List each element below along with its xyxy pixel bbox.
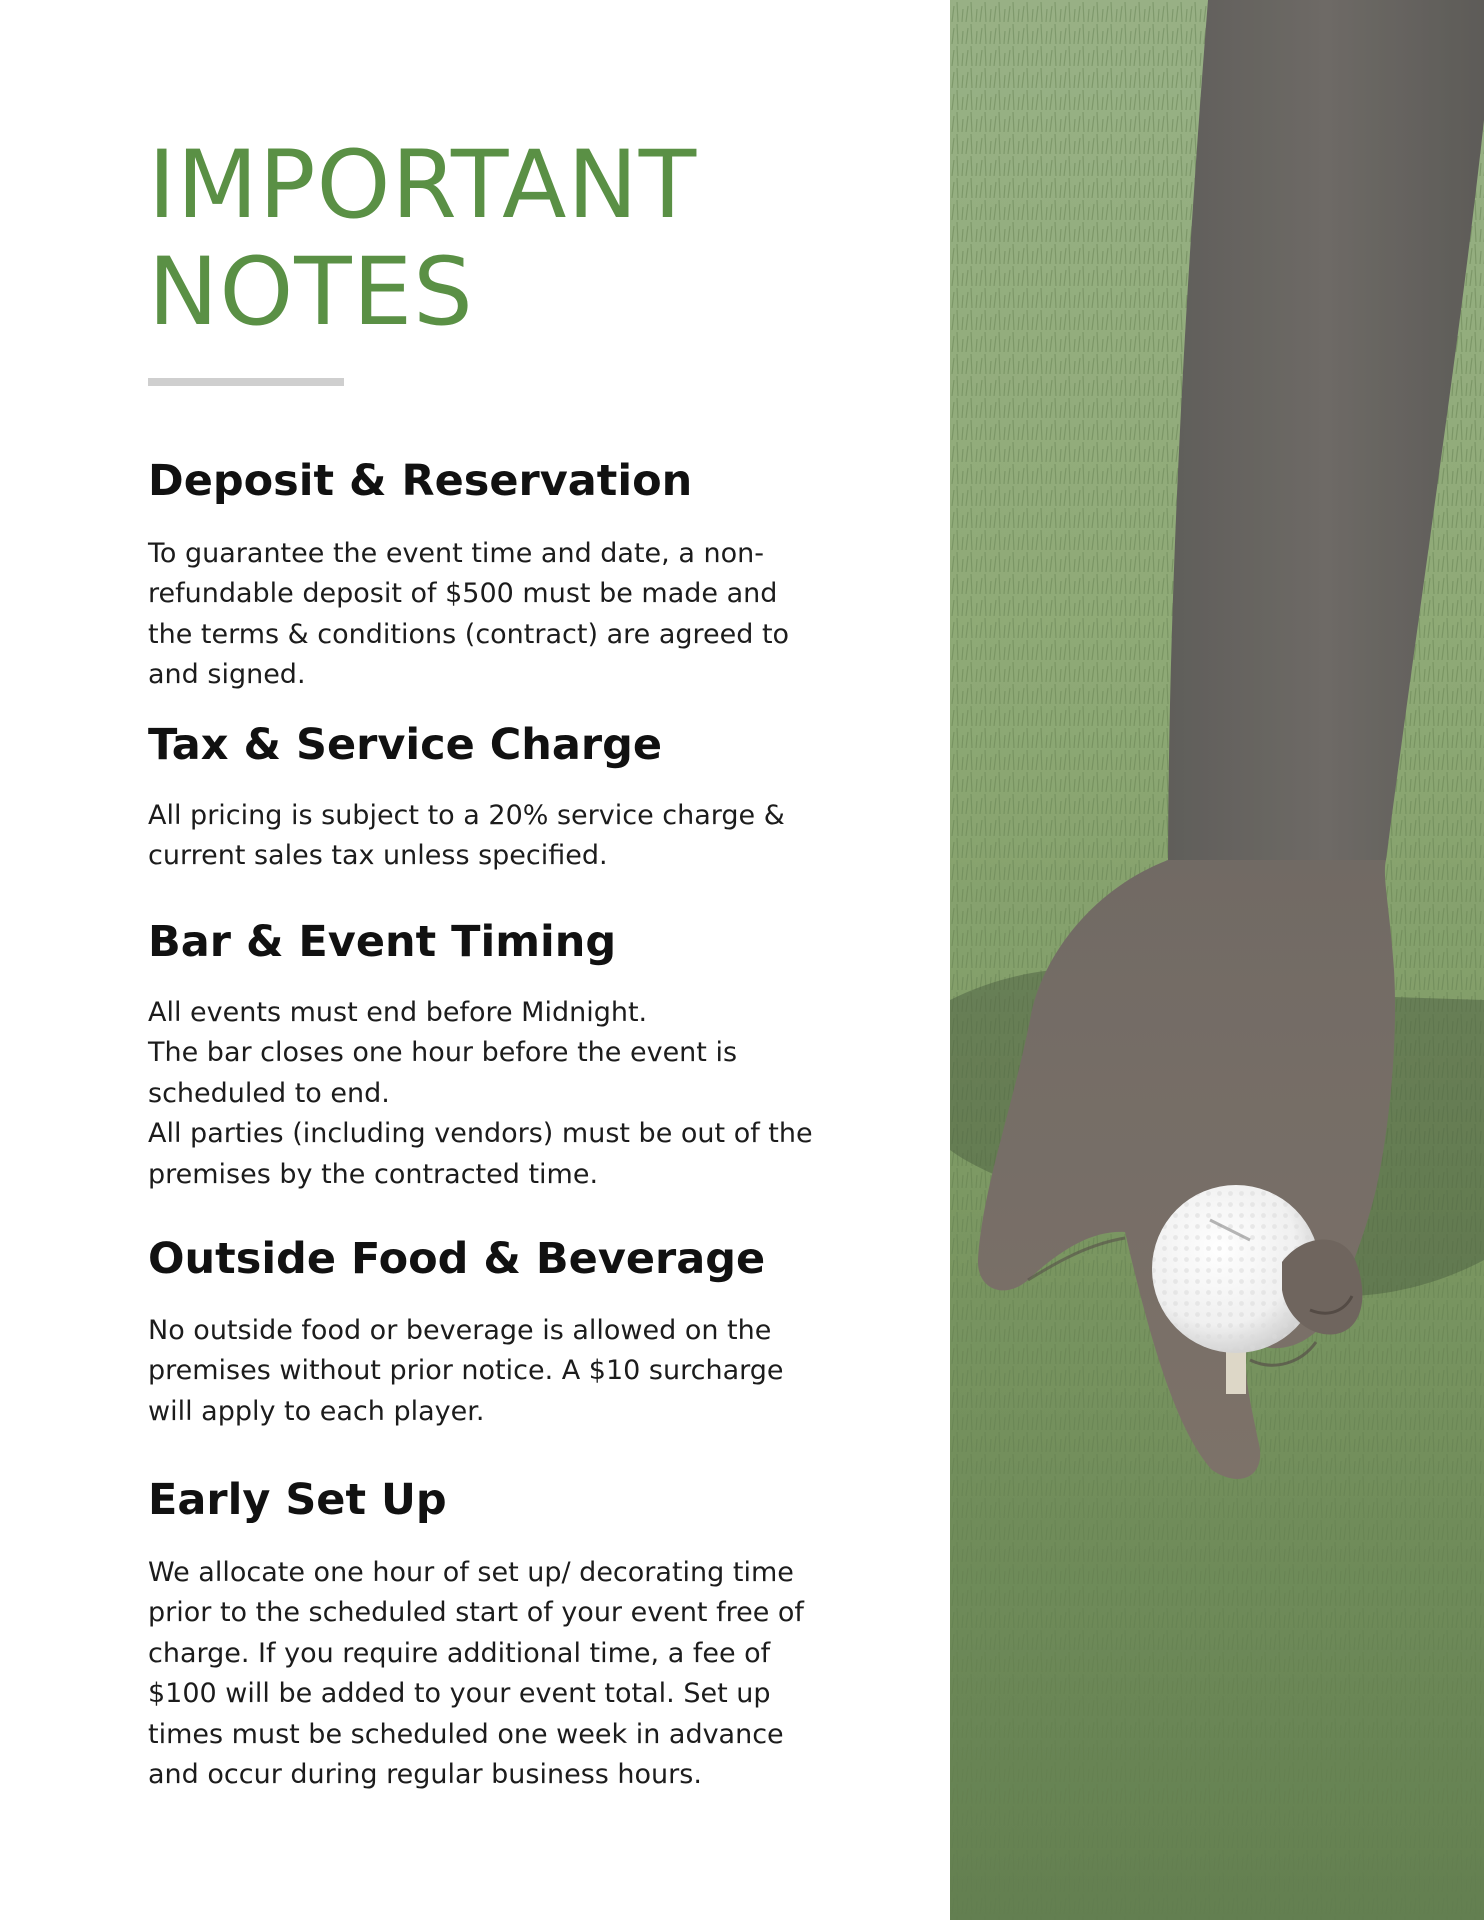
body-line: premises without prior notice. A $10 surcharge	[148, 1355, 784, 1387]
section-heading: Deposit & Reservation	[148, 456, 693, 506]
section-body	[148, 534, 878, 696]
body-line: charge. If you require additional time, a fee of	[148, 1637, 771, 1669]
section-early-set-up	[148, 1474, 878, 1795]
page-title	[148, 132, 928, 346]
body-line: premises by the contracted time.	[148, 1158, 599, 1190]
section-heading: Bar & Event Timing	[148, 917, 617, 967]
body-line: prior to the scheduled start of your event free of	[148, 1597, 804, 1629]
section-heading: Outside Food & Beverage	[148, 1234, 766, 1284]
section-body	[148, 993, 878, 1195]
section-body	[148, 1311, 878, 1432]
body-line: All parties (including vendors) must be out of the	[148, 1118, 813, 1150]
body-line: times must be scheduled one week in advance	[148, 1718, 784, 1750]
body-line: refundable deposit of $500 must be made and	[148, 578, 778, 610]
body-line: The bar closes one hour before the event is	[148, 1037, 738, 1069]
section-body	[148, 796, 878, 877]
golf-photo	[950, 0, 1484, 1920]
page-title-line-2: NOTES	[148, 238, 474, 347]
section-outside-food-beverage	[148, 1233, 878, 1432]
body-line: will apply to each player.	[148, 1395, 485, 1427]
body-line: All pricing is subject to a 20% service charge &	[148, 800, 785, 831]
body-line: No outside food or beverage is allowed on the	[148, 1315, 772, 1346]
section-bar-event-timing	[148, 916, 878, 1195]
body-line: We allocate one hour of set up/ decorating time	[148, 1557, 794, 1588]
section-body	[148, 1553, 878, 1795]
section-deposit-reservation	[148, 455, 878, 696]
body-line: and signed.	[148, 659, 306, 691]
body-line: current sales tax unless specified.	[148, 840, 608, 872]
body-line: and occur during regular business hours.	[148, 1759, 702, 1791]
body-line: scheduled to end.	[148, 1077, 390, 1109]
section-heading: Tax & Service Charge	[148, 720, 663, 770]
body-line: To guarantee the event time and date, a non-	[148, 538, 764, 569]
title-divider	[148, 378, 344, 386]
body-line: All events must end before Midnight.	[148, 997, 648, 1028]
golf-photo-illustration	[950, 0, 1484, 1920]
body-line: $100 will be added to your event total. Set up	[148, 1678, 771, 1710]
section-tax-service-charge	[148, 719, 878, 877]
section-heading: Early Set Up	[148, 1475, 447, 1525]
body-line: the terms & conditions (contract) are agreed to	[148, 618, 790, 650]
page-title-line-1: IMPORTANT	[148, 131, 698, 240]
